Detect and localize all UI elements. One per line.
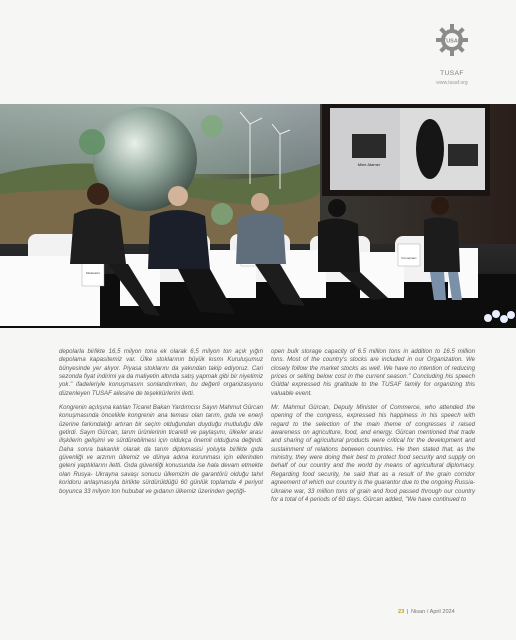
logo-name: TUSAF bbox=[440, 70, 464, 77]
article-column-turkish bbox=[59, 348, 263, 502]
tusaf-logo bbox=[428, 22, 476, 92]
article-column-english bbox=[271, 348, 475, 510]
page-number: 23 bbox=[398, 609, 405, 615]
screen-name: Mine Atamer bbox=[357, 162, 381, 167]
paragraph: Kongrenin açılışına katılan Ticaret Bakan Yardımcısı Sayın Mahmut Gürcan konuşmasında öncelikle kongrenin ana teması olan tarım, gıda ve enerji üzerine farkındalığı artıran bir seçim olduğundan duyduğu mutluluğu dile getirdi. Sayın Gürcan, tarım ürünlerinin ticaretli ve paylaşımı, ülkeler arası ilişkilerin gelişimi ve sürdürebilmesi için oldukça önemli olduğuna değindi. Daha sonra bakanlık olarak da tarım diplomasisi yoluyla birlikte gıda güvenliği ve arzının ülkemiz ve dünya adına korunması için ellerinden geleni yaptıklarını iletti. Gıda güvenliği konusunda ise hala devam etmekte olan Rusya- Ukrayna savaşı sonucu ülkemizin de garantörü olduğu tahıl koridoru anlaşmasıyla birlikte sürdürüldüğü 60 günlük toplamda 4 periyot boyunca 33 milyon ton hububat ve gıdanın ülkemiz üzerinden geçtiği- bbox=[59, 404, 263, 495]
logo-mark-text: TUSAF bbox=[442, 38, 462, 45]
page-footer bbox=[398, 609, 455, 615]
paragraph: depolarla birlikte 16,5 milyon tona ek olarak 6,5 milyon ton açık yığın depolama kapasitemiz var. Ülke stoklarının büyük kısmı Kuruluşumuz bünyesinde yer alıyor. Piyasa stoklarını da yakından takip ediyoruz. Cari sezonda fiyat indirimi ya da maliyetin altında satış yapmak gibi bir niyetimiz yok." ifadeleriyle konuşmasını sonlandırırken, bu değerli organizasyonu düzenleyen TUSAF ailesine de teşekkürlerini iletti. bbox=[59, 348, 263, 397]
logo-url: www.tusaf.org bbox=[436, 80, 468, 86]
paragraph: open bulk storage capacity of 6.5 million tons in addition to 16.5 million tons. Most of the country's stocks are included in our Organization. We closely follow the market stocks as well. We have no intention of reducing prices or selling below cost in the current season." Concluding his speech Güldal expressed his gratitude to the TUSAF family for organizing this valuable event. bbox=[271, 348, 475, 397]
panel-photo bbox=[0, 104, 516, 328]
gear-logo-icon bbox=[434, 22, 470, 58]
name-card-5: Konuşmacı bbox=[401, 256, 417, 260]
name-card-1: Moderatör bbox=[86, 271, 100, 275]
issue-date: Nisan / April 2024 bbox=[410, 609, 455, 615]
paragraph: Mr. Mahmut Gürcan, Deputy Minister of Commerce, who attended the opening of the congress, expressed his happiness in his speech with regard to the selection of the main theme of congresses it raised awareness on agriculture, food, and energy. Gürcan mentioned that trade and sharing of agricultural products were critical for the development and sustainment of relations between countries. He then stated that, as the ministry, they were doing their best to protect food security and supply on behalf of our country and the world by means of agricultural diplomacy. Regarding food security, he said that as a result of the grain corridor agreement of which our country is the guarantor due to the ongoing Russia-Ukraine war, 33 million tons of grain and food passed through our country for a total of 4 periods of 60 days. Gürcan added, "We have continued to bbox=[271, 404, 475, 503]
footer-separator: | bbox=[406, 609, 409, 615]
